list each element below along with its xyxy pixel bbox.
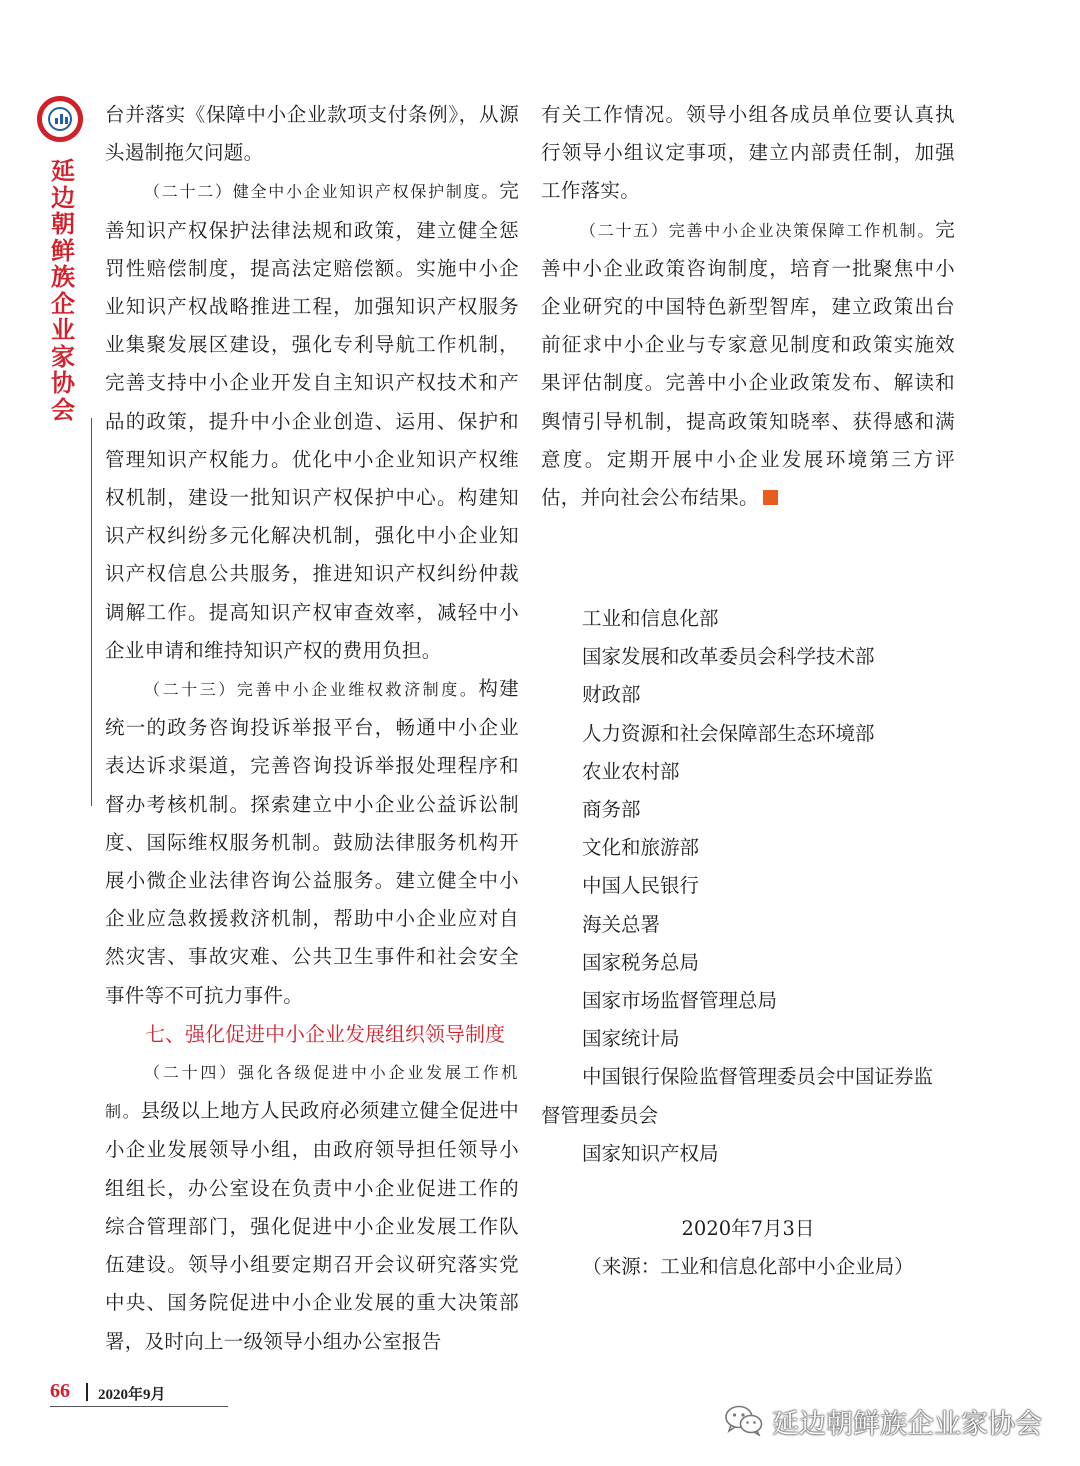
paragraph-24-body: 县级以上地方人民政府必须建立健全促进中小企业发展领导小组，由政府领导担任领导小组组长，办公室设在负责中小企业促进工作的综合管理部门，强化促进中小企业发展工作队伍建设。领导小组要定期召开会议研究落实党中央、国务院促进中小企业发展的重大决策部署，及时向上一级领导小组办公室报告	[105, 1099, 520, 1353]
paragraph-25	[541, 211, 955, 518]
source-note: （来源：工业和信息化部中小企业局）	[582, 1255, 914, 1278]
watermark	[724, 1400, 1064, 1440]
issue-date: 2020年9月	[98, 1387, 166, 1403]
paragraph-continuation: 台并落实《保障中小企业款项支付条例》，从源头遏制拖欠问题。	[105, 103, 519, 165]
signatory-item: 人力资源和社会保障部生态环境部	[582, 721, 875, 745]
page-number: 66	[50, 1380, 70, 1402]
signatory-item: 财政部	[582, 683, 641, 707]
paragraph-23-body: 构建统一的政务咨询投诉举报平台，畅通中小企业表达诉求渠道，完善咨询投诉举报处理程序和督办考核机制。探索建立中小企业公益诉讼制度、国际维权服务机制。鼓励法律服务机构开展小微企业法律咨询公益服务。建立健全中小企业应急救援救济机制，帮助中小企业应对自然灾害、事故灾难、公共卫生事件和社会安全事件等不可抗力事件。	[105, 677, 519, 1007]
signatory-item-continuation: 督管理委员会	[541, 1103, 659, 1127]
logo-inner-ring	[48, 107, 72, 131]
right-column	[541, 96, 955, 517]
page-footer	[50, 1380, 230, 1408]
wechat-icon	[724, 1404, 764, 1436]
paragraph-22-body: 完善知识产权保护法律法规和政策，建立健全惩罚性赔偿制度，提高法定赔偿额。实施中小企业知识产权战略推进工程，加强知识产权服务业集聚发展区建设，强化专利导航工作机制，完善支持中小企业开发自主知识产权技术和产品的政策，提升中小企业创造、运用、保护和管理知识产权能力。优化中小企业知识产权维权机制，建设一批知识产权保护中心。构建知识产权纠纷多元化解决机制，强化中小企业知识产权信息公共服务，推进知识产权纠纷仲裁调解工作。提高知识产权审查效率，减轻中小企业申请和维持知识产权的费用负担。	[105, 179, 519, 662]
signatory-item: 商务部	[582, 798, 641, 822]
signatory-item: 国家税务总局	[582, 950, 700, 974]
paragraph-continuation: 有关工作情况。领导小组各成员单位要认真执行领导小组议定事项，建立内部责任制，加强工作落实。	[541, 103, 955, 203]
logo-bar	[55, 118, 58, 124]
signatory-item: 中国人民银行	[582, 874, 700, 898]
paragraph-23	[105, 670, 519, 1015]
footer-rule	[50, 1406, 228, 1407]
paragraph-25-body: 完善中小企业政策咨询制度，培育一批聚焦中小企业研究的中国特色新型智库，建立政策出台前征求中小企业与专家意见制度和政策实施效果评估制度。完善中小企业政策发布、解读和舆情引导机制，提高政策知晓率、获得感和满意度。定期开展中小企业发展环境第三方评估，并向社会公布结果。	[541, 217, 955, 510]
signatory-item: 农业农村部	[582, 759, 680, 783]
logo-bar	[60, 114, 63, 124]
paragraph-24	[105, 1053, 519, 1361]
section-heading: 七、强化促进中小企业发展组织领导制度	[145, 1021, 505, 1046]
sidebar-vertical-title: 延边朝鲜族企业家协会	[51, 157, 75, 424]
left-column	[105, 96, 519, 1361]
signatory-item: 国家市场监督管理总局	[582, 989, 778, 1013]
association-logo-icon	[37, 96, 83, 142]
signatory-list	[541, 600, 962, 1173]
logo-bar	[65, 117, 68, 124]
sidebar-divider-line	[91, 418, 92, 806]
document-date: 2020年7月3日	[681, 1217, 815, 1240]
signatory-item: 中国银行保险监督管理委员会中国证券监	[582, 1065, 934, 1089]
signatory-item: 文化和旅游部	[582, 836, 700, 860]
signatory-item: 国家知识产权局	[582, 1141, 719, 1165]
signatory-item: 海关总署	[582, 912, 661, 936]
watermark-text: 延边朝鲜族企业家协会	[772, 1409, 1042, 1440]
footer-separator	[86, 1383, 88, 1401]
paragraph-22	[105, 172, 519, 670]
paragraph-22-lead: （二十二）健全中小企业知识产权保护制度。	[144, 182, 500, 202]
paragraph-24-lead: （二十四）强化各级促进中小企业发展工作机制。	[105, 1063, 519, 1122]
signatory-item: 工业和信息化部	[582, 607, 719, 630]
paragraph-23-lead: （二十三）完善中小企业维权救济制度。	[144, 680, 479, 700]
signatory-item: 国家统计局	[582, 1027, 680, 1051]
end-of-article-mark	[763, 490, 778, 505]
paragraph-25-lead: （二十五）完善中小企业决策保障工作机制。	[580, 220, 936, 240]
signatory-item: 国家发展和改革委员会科学技术部	[582, 645, 875, 669]
